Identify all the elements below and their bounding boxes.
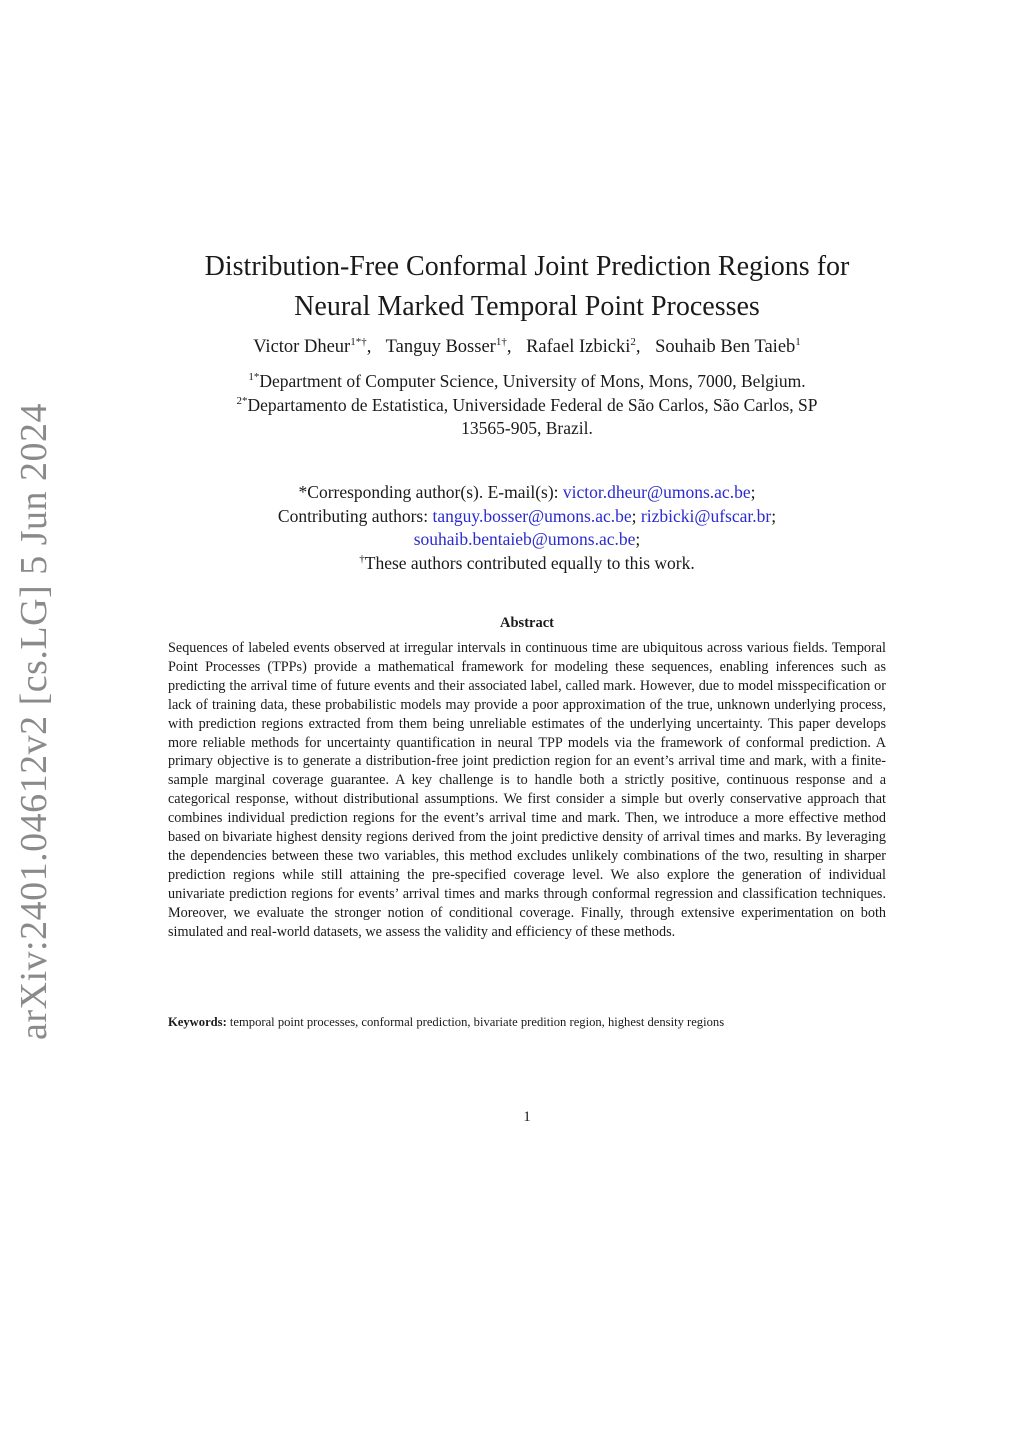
affiliation-mark: 1* xyxy=(248,371,260,384)
corresponding-author-email-link[interactable]: victor.dheur@umons.ac.be xyxy=(562,482,751,502)
paper-title-line-1: Distribution-Free Conformal Joint Prediction Regions for xyxy=(204,250,850,282)
affiliation-text: Departamento de Estatistica, Universidade Federal de São Carlos, São Carlos, SP xyxy=(247,394,818,415)
contributing-authors-label: Contributing authors: xyxy=(277,505,429,526)
page-number: 1 xyxy=(523,1109,531,1125)
abstract-text: Sequences of labeled events observed at irregular intervals in continuous time are ubiquitous across various fields. Temporal Point Processes (TPPs) provide a mathematical framework for modeling these sequences, enabling inferences such as predicting the arrival time of future events and their associated label, called mark. However, due to model misspecification or lack of training data, these probabilistic models may provide a poor approximation of the true, unknown underlying process, with prediction regions extracted from them being unreliable estimates of the underlying uncertainty. This paper develops more reliable methods for uncertainty quantification in neural TPP models via the framework of conformal prediction. A primary objective is to generate a distribution-free joint prediction region for an event’s arrival time and mark, with a finite-sample marginal coverage guarantee. A key challenge is to handle both a strictly positive, continuous response and a categorical response, without distributional assumptions. We first consider a simple but overly conservative approach that combines individual prediction regions for the event’s arrival time and mark. Then, we introduce a more effective method based on bivariate highest density regions derived from the joint predictive density of arrival times and marks. By leveraging the dependencies between these two variables, this method excludes unlikely combinations of the two, resulting in sharper prediction regions while still attaining the pre-specified coverage level. We also explore the generation of individual univariate prediction regions for events’ arrival times and marks through conformal regression and classification techniques. Moreover, we evaluate the stronger notion of conditional coverage. Finally, through extensive experimentation on both simulated and real-world datasets, we assess the validity and efficiency of these methods. xyxy=(168,640,886,940)
paper-title-line-2: Neural Marked Temporal Point Processes xyxy=(294,290,760,322)
affiliation-list xyxy=(120,370,934,441)
keywords-label: Keywords: xyxy=(168,1015,227,1029)
author-affiliation-mark: 1*† xyxy=(350,335,367,348)
author-affiliation-mark: 1 xyxy=(795,335,801,348)
arxiv-identifier-stamp: arXiv:2401.04612v2 [cs.LG] 5 Jun 2024 xyxy=(13,403,55,1040)
equal-contribution-note xyxy=(120,552,934,576)
contributing-author-email-link[interactable]: tanguy.bosser@umons.ac.be xyxy=(432,505,632,526)
corresponding-author-line: *Corresponding author(s). E-mail(s): victor.dheur@umons.ac.be; xyxy=(298,482,756,502)
contributing-author-email-link[interactable]: rizbicki@ufscar.br xyxy=(640,505,772,526)
author-name: Tanguy Bosser xyxy=(385,337,496,357)
corresponding-author-label: *Corresponding author(s). E-mail(s): xyxy=(298,482,559,502)
author-affiliation-mark: 1† xyxy=(495,335,507,348)
affiliation-line xyxy=(120,394,934,418)
author-name: Souhaib Ben Taieb xyxy=(655,337,796,357)
affiliation-line xyxy=(120,370,934,394)
author-name: Rafael Izbicki xyxy=(526,337,631,357)
contributing-author-email-link[interactable]: souhaib.bentaieb@umons.ac.be xyxy=(413,529,636,549)
equal-contribution-text: These authors contributed equally to this work. xyxy=(364,552,695,573)
equal-contribution-mark: † xyxy=(359,552,365,565)
affiliation-text: 13565-905, Brazil. xyxy=(461,418,593,438)
correspondence-block xyxy=(120,481,934,575)
affiliation-mark: 2* xyxy=(236,394,248,407)
contributing-authors-line: Contributing authors: tanguy.bosser@umons.ac.be; rizbicki@ufscar.br; xyxy=(277,505,777,526)
affiliation-text: Department of Computer Science, University of Mons, Mons, 7000, Belgium. xyxy=(259,371,806,391)
abstract-heading: Abstract xyxy=(500,615,554,631)
paper-title xyxy=(150,247,904,327)
keywords-line xyxy=(168,1013,898,1031)
author-name: Victor Dheur xyxy=(253,337,351,357)
affiliation-line xyxy=(120,417,934,441)
author-affiliation-mark: 2 xyxy=(630,335,636,348)
contributing-authors-line-2: souhaib.bentaieb@umons.ac.be; xyxy=(413,529,641,549)
keywords-text: temporal point processes, conformal prediction, bivariate predition region, highest density regions xyxy=(229,1015,725,1029)
author-list: Victor Dheur$^{1*\dagger}$, Tanguy Bosser$^{1\dagger}$, Rafael Izbicki$^2$, Souhaib Ben Taieb$^1$ xyxy=(253,335,801,357)
